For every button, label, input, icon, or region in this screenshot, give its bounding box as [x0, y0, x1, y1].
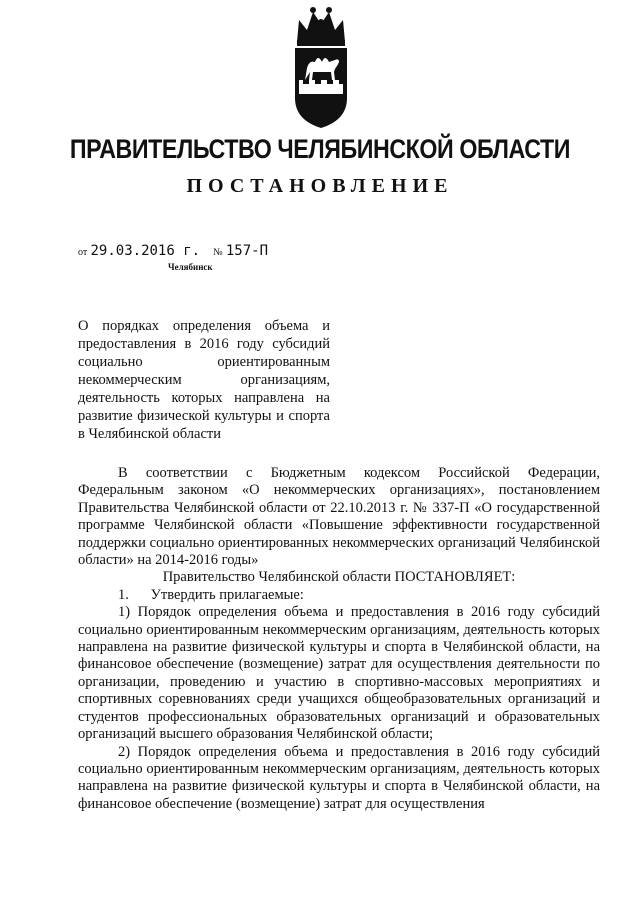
- document-body: [78, 465, 600, 813]
- document-subject: О порядках определения объема и предоставления в 2016 году субсидий социально ориентированным некоммерческим организациям, деятельность которых направлена на развитие физической культуры и спорта в Челябинской области: [78, 318, 330, 442]
- date-number-line: [78, 243, 268, 259]
- document-number: 157-П: [225, 243, 269, 259]
- item-1-1: 1) Порядок определения объема и предоставления в 2016 году субсидий социально ориентированным некоммерческим организациям, деятельность которых направлена на развитие физической культуры и спорта в Челябинской области, на финансовое обеспечение (возмещение) затрат для осуществления деятельности по организации, проведению и участию в спортивно-массовых мероприятиях и спортивных соревнованиях среди учащихся общеобразовательных организаций и студентов профессиональных образовательных организаций и образовательных организаций высшего образования Челябинской области;: [78, 604, 600, 743]
- item-1: 1. Утвердить прилагаемые:: [118, 586, 304, 603]
- date-prefix: от: [78, 247, 88, 258]
- city: Челябинск: [168, 262, 213, 272]
- document-date: 29.03.2016 г.: [90, 243, 201, 259]
- preamble-paragraph: В соответствии с Бюджетным кодексом Российской Федерации, Федеральным законом «О некоммерческих организациях», постановлением Правительства Челябинской области от 22.10.2013 г. № 337-П «О государственной программе Челябинской области «Повышение эффективности государственной поддержки социально ориентированных некоммерческих организаций Челябинской области» на 2014-2016 годы»: [78, 465, 600, 569]
- item-1-2: 2) Порядок определения объема и предоставления в 2016 году субсидий социально ориентированным некоммерческим организациям, деятельность которых направлена на развитие физической культуры и спорта в Челябинской области, на финансовое обеспечение (возмещение) затрат для осуществления: [78, 743, 600, 812]
- issuing-authority: ПРАВИТЕЛЬСТВО ЧЕЛЯБИНСКОЙ ОБЛАСТИ: [69, 134, 571, 164]
- coat-of-arms-icon: [289, 2, 353, 130]
- number-prefix: №: [213, 247, 223, 258]
- resolve-paragraph: Правительство Челябинской области ПОСТАНОВЛЯЕТ:: [162, 569, 516, 586]
- document-type: ПОСТАНОВЛЕНИЕ: [186, 175, 454, 197]
